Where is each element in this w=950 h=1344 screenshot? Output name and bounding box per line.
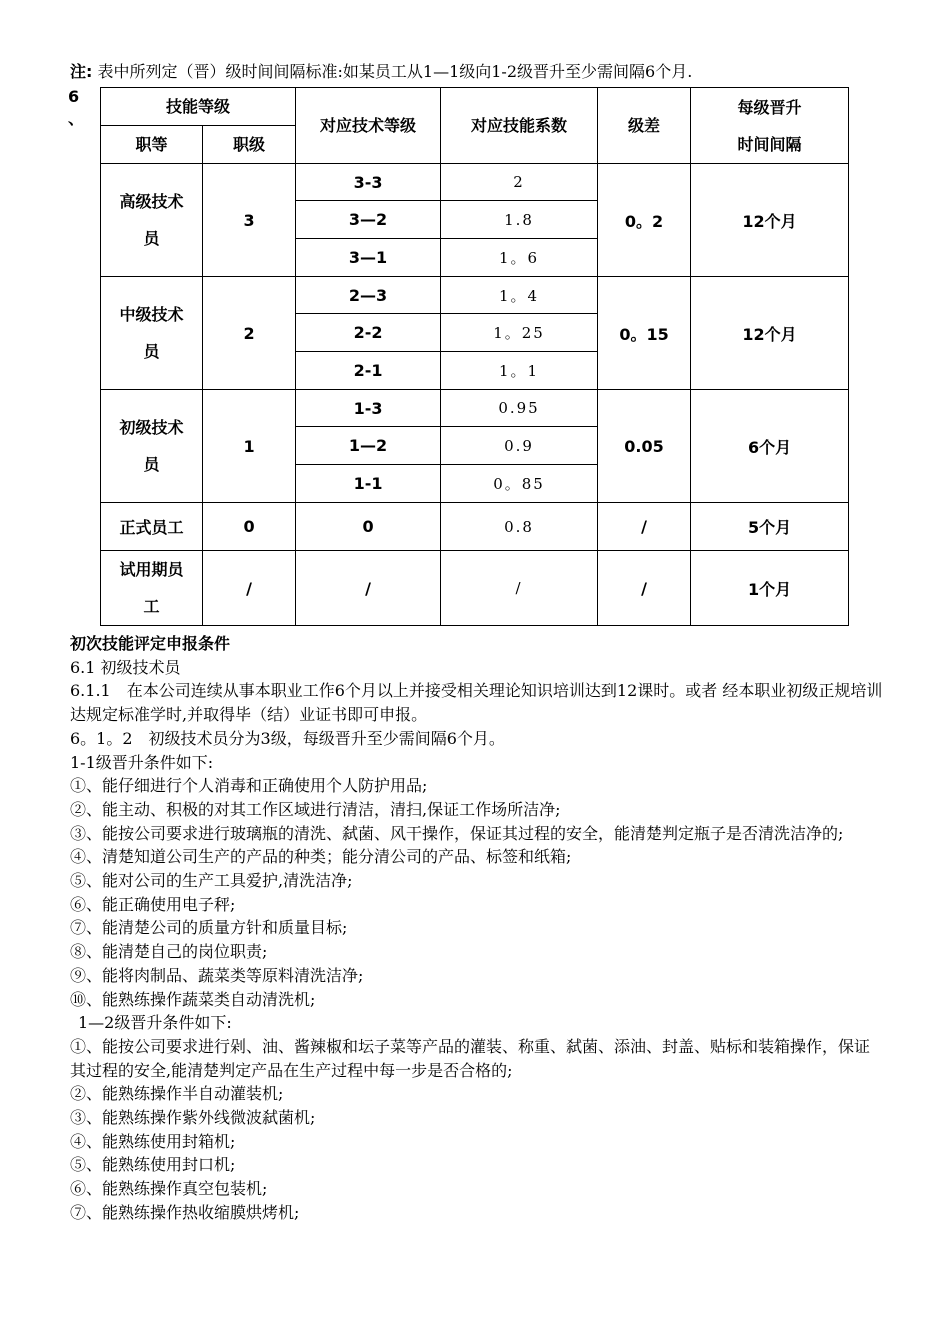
list-item: ⑩、能熟练操作蔬菜类自动清洗机; (70, 989, 316, 1009)
coefficient-cell: / (441, 551, 598, 626)
paragraph: 1-1级晋升条件如下: (70, 752, 214, 772)
section-number (68, 86, 84, 130)
level-cell: 2 (203, 277, 296, 390)
tech-grade-cell: 3—2 (296, 201, 441, 239)
paragraph: 6.1.1 在本公司连续从事本职业工作6个月以上并接受相关理论知识培训达到12课时。或者 经本职业初级正规培训达规定标准学时,并取得毕（结）业证书即可申报。 (70, 681, 883, 725)
interval-cell: 6个月 (691, 390, 849, 503)
diff-cell: 0。15 (598, 277, 691, 390)
rank-line: 高级技术 (119, 192, 184, 211)
tech-grade-cell: 3—1 (296, 239, 441, 277)
section-number-mark: 、 (68, 109, 85, 128)
list-item: ②、能熟练操作半自动灌装机; (70, 1084, 284, 1104)
tech-grade-cell: 1-3 (296, 390, 441, 427)
tech-grade-cell: / (296, 551, 441, 626)
header-level: 职级 (203, 126, 296, 164)
header-skill-grade: 技能等级 (101, 88, 296, 126)
paragraph: 6。1。2 初级技术员分为3级，每级晋升至少需间隔6个月。 (70, 728, 505, 748)
coefficient-cell: 1.8 (441, 201, 598, 239)
list-item: ③、能熟练操作紫外线微波弑菌机; (70, 1108, 316, 1128)
header-coefficient: 对应技能系数 (441, 88, 598, 164)
header-interval-line1: 每级晋升 (737, 97, 802, 117)
rank-line: 工 (143, 597, 160, 616)
interval-cell: 12个月 (691, 164, 849, 277)
list-item: ⑤、能对公司的生产工具爱护,清洗洁净; (70, 871, 353, 891)
rank-line: 员 (143, 455, 160, 474)
list-item: ①、能按公司要求进行剁、油、酱辣椒和坛子菜等产品的灌装、称重、弑菌、添油、封盖、贴标和装箱操作，保证其过程的安全,能清楚判定产品在生产过程中每一步是否合格的; (70, 1036, 871, 1080)
header-tech-grade: 对应技术等级 (296, 88, 441, 164)
rank-cell (101, 390, 203, 503)
table-row (101, 164, 849, 201)
paragraph: 1—2级晋升条件如下: (78, 1013, 232, 1033)
level-cell: 1 (203, 390, 296, 503)
list-item: ⑧、能清楚自己的岗位职责; (70, 942, 268, 962)
header-interval (691, 88, 849, 164)
list-item: ⑨、能将肉制品、蔬菜类等原料清洗洁净; (70, 965, 364, 985)
skill-grade-table (100, 87, 849, 626)
body-text (70, 632, 885, 1225)
tech-grade-cell: 2-1 (296, 352, 441, 390)
level-cell: 0 (203, 503, 296, 551)
section-heading: 初次技能评定申报条件 (70, 634, 231, 653)
level-cell: 3 (203, 164, 296, 277)
rank-cell (101, 551, 203, 626)
tech-grade-cell: 1-1 (296, 465, 441, 503)
list-item: ④、能熟练使用封箱机; (70, 1131, 236, 1151)
list-item: ⑥、能正确使用电子秤; (70, 894, 236, 914)
list-item: ⑥、能熟练操作真空包装机; (70, 1179, 268, 1199)
rank-cell: 正式员工 (101, 503, 203, 551)
table-row (101, 277, 849, 314)
tech-grade-cell: 2-2 (296, 314, 441, 352)
diff-cell: 0.05 (598, 390, 691, 503)
coefficient-cell: 2 (441, 164, 598, 201)
coefficient-cell: 1。6 (441, 239, 598, 277)
rank-line: 中级技术 (119, 305, 184, 324)
tech-grade-cell: 0 (296, 503, 441, 551)
tech-grade-cell: 3-3 (296, 164, 441, 201)
list-item: ②、能主动、积极的对其工作区域进行清洁，清扫,保证工作场所洁净; (70, 799, 561, 819)
rank-line: 初级技术 (119, 418, 184, 437)
coefficient-cell: 1。1 (441, 352, 598, 390)
level-cell: / (203, 551, 296, 626)
rank-cell (101, 277, 203, 390)
tech-grade-cell: 1—2 (296, 427, 441, 465)
diff-cell: 0。2 (598, 164, 691, 277)
header-interval-line2: 时间间隔 (737, 134, 802, 154)
table-row (101, 390, 849, 427)
tech-grade-cell: 2—3 (296, 277, 441, 314)
interval-cell: 12个月 (691, 277, 849, 390)
header-rank: 职等 (101, 126, 203, 164)
paragraph: 6.1 初级技术员 (70, 657, 181, 677)
list-item: ①、能仔细进行个人消毒和正确使用个人防护用品; (70, 776, 428, 796)
diff-cell: / (598, 503, 691, 551)
coefficient-cell: 0.9 (441, 427, 598, 465)
section-number-digit: 6 (68, 87, 80, 106)
interval-cell: 1个月 (691, 551, 849, 626)
coefficient-cell: 0。85 (441, 465, 598, 503)
coefficient-cell: 1。4 (441, 277, 598, 314)
list-item: ③、能按公司要求进行玻璃瓶的清洗、弑菌、风干操作，保证其过程的安全，能清楚判定瓶子是否清洗洁净的; (70, 823, 844, 843)
diff-cell: / (598, 551, 691, 626)
header-diff: 级差 (598, 88, 691, 164)
note-text: 表中所列定（晋）级时间间隔标准:如某员工从1—1级向1-2级晋升至少需间隔6个月. (97, 62, 693, 81)
table-note (70, 59, 692, 82)
list-item: ④、清楚知道公司生产的产品的种类；能分清公司的产品、标签和纸箱; (70, 847, 572, 867)
list-item: ⑦、能清楚公司的质量方针和质量目标; (70, 918, 348, 938)
note-label: 注: (70, 62, 93, 81)
rank-line: 试用期员 (119, 560, 184, 579)
rank-line: 员 (143, 229, 160, 248)
table-row (101, 503, 849, 551)
coefficient-cell: 0.95 (441, 390, 598, 427)
coefficient-cell: 1。25 (441, 314, 598, 352)
table-row (101, 551, 849, 626)
rank-cell (101, 164, 203, 277)
coefficient-cell: 0.8 (441, 503, 598, 551)
list-item: ⑦、能熟练操作热收缩膜烘烤机; (70, 1202, 300, 1222)
rank-line: 员 (143, 342, 160, 361)
list-item: ⑤、能熟练使用封口机; (70, 1155, 236, 1175)
interval-cell: 5个月 (691, 503, 849, 551)
